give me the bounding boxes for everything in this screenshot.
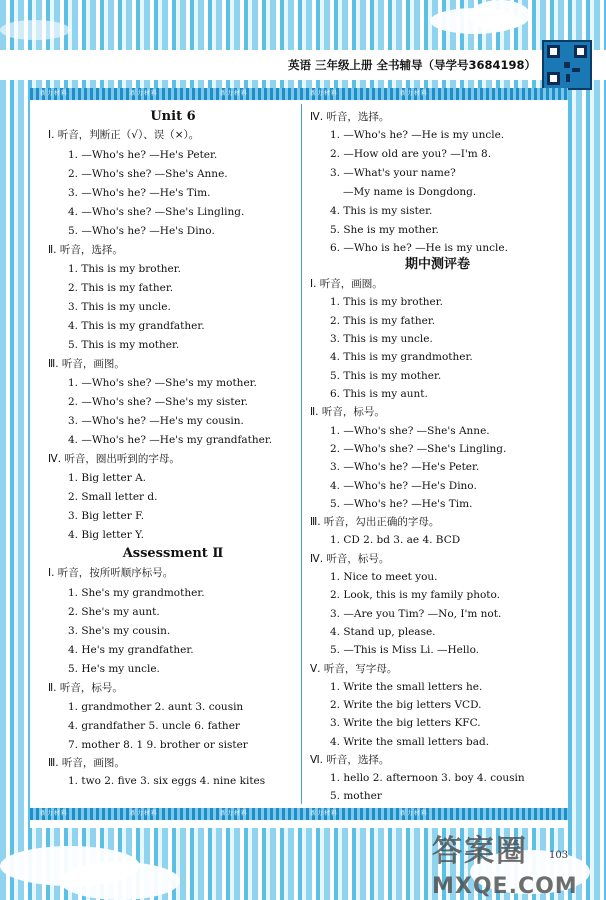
stripe-label: 新力材料 bbox=[310, 810, 339, 817]
question-heading: Ⅳ. 听音，选择。 bbox=[310, 111, 390, 123]
question-heading: Ⅲ. 听音，勾出正确的字母。 bbox=[310, 516, 440, 528]
answer-line: 3. —Are you Tim? —No, I'm not. bbox=[330, 608, 502, 620]
answer-line: 1. Write the small letters he. bbox=[330, 681, 483, 693]
answer-line: 5. This is my mother. bbox=[68, 339, 180, 351]
answer-line: 1. This is my brother. bbox=[68, 263, 181, 275]
question-heading: Ⅳ. 听音，标号。 bbox=[310, 553, 390, 565]
question-heading: Ⅱ. 听音，选择。 bbox=[48, 244, 123, 256]
watermark-url: MXQE.COM bbox=[432, 874, 578, 899]
watermark bbox=[432, 826, 578, 899]
answer-line: 2. Look, this is my family photo. bbox=[330, 589, 500, 601]
answer-line: 4. Stand up, please. bbox=[330, 626, 436, 638]
answer-line: 4. Big letter Y. bbox=[68, 529, 144, 541]
answer-line: 5. —This is Miss Li. —Hello. bbox=[330, 644, 480, 656]
answer-line: 5. He's my uncle. bbox=[68, 663, 160, 675]
answer-line: 4. Write the small letters bad. bbox=[330, 736, 490, 748]
stripe-label: 新力材料 bbox=[220, 810, 249, 817]
answer-line: 1. —Who's he? —He is my uncle. bbox=[330, 129, 505, 141]
section-title: Assessment Ⅱ bbox=[122, 546, 224, 561]
question-heading: Ⅳ. 听音，圈出听到的字母。 bbox=[48, 453, 180, 465]
cloud-decoration bbox=[60, 862, 180, 900]
answer-line: 1. —Who's she? —She's Anne. bbox=[330, 425, 490, 437]
answer-line: 3. —Who's he? —He's Peter. bbox=[330, 461, 480, 473]
stripe-label: 新力材料 bbox=[400, 90, 429, 97]
question-heading: Ⅱ. 听音，标号。 bbox=[48, 682, 123, 694]
top-decorative-stripe bbox=[30, 88, 568, 100]
answer-line: 4. This is my grandfather. bbox=[68, 320, 205, 332]
stripe-label: 新力材料 bbox=[310, 90, 339, 97]
answer-line: 1. She's my grandmother. bbox=[68, 587, 205, 599]
question-heading: Ⅵ. 听音，选择。 bbox=[310, 754, 390, 766]
section-title: Unit 6 bbox=[150, 109, 196, 124]
answer-line: 5. mother bbox=[330, 790, 382, 802]
answer-line: 1. Big letter A. bbox=[68, 472, 146, 484]
answer-line: 1. grandmother 2. aunt 3. cousin bbox=[68, 701, 244, 713]
page-header-title: 英语 三年级上册 全书辅导（导学号3684198） bbox=[287, 58, 536, 72]
question-heading: Ⅲ. 听音，画图。 bbox=[48, 757, 125, 769]
bottom-decorative-stripe bbox=[30, 808, 568, 820]
watermark-logo-text: 答案圈 bbox=[432, 834, 528, 869]
answer-line: 1. two 2. five 3. six eggs 4. nine kites bbox=[68, 775, 266, 787]
page-number: 103 bbox=[549, 850, 569, 861]
answer-line: 6. —Who is he? —He is my uncle. bbox=[330, 242, 508, 254]
answer-line: 4. This is my grandmother. bbox=[330, 351, 473, 363]
answer-line: 2. —Who's she? —She's my sister. bbox=[68, 396, 248, 408]
cloud-decoration bbox=[0, 20, 70, 40]
answer-line: 4. —Who's she? —She's Lingling. bbox=[68, 206, 245, 218]
answer-line: 2. She's my aunt. bbox=[68, 606, 160, 618]
stripe-label: 新力材料 bbox=[40, 90, 69, 97]
answer-line: 4. grandfather 5. uncle 6. father bbox=[68, 720, 240, 732]
answer-line: 1. CD 2. bd 3. ae 4. BCD bbox=[330, 534, 461, 546]
question-heading: Ⅰ. 听音，判断正（√）、误（×）。 bbox=[48, 129, 200, 141]
answer-line: 4. —Who's he? —He's Dino. bbox=[330, 480, 477, 492]
answer-line: 1. Nice to meet you. bbox=[330, 571, 438, 583]
answer-line: 5. —Who's he? —He's Dino. bbox=[68, 225, 215, 237]
answer-line: 2. This is my father. bbox=[68, 282, 174, 294]
stripe-label: 新力材料 bbox=[130, 810, 159, 817]
answer-line: 2. Small letter d. bbox=[68, 491, 158, 503]
answer-line: 4. This is my sister. bbox=[330, 205, 433, 217]
question-heading: Ⅱ. 听音，标号。 bbox=[310, 406, 385, 418]
question-heading: Ⅲ. 听音，画图。 bbox=[48, 358, 125, 370]
question-heading: Ⅰ. 听音，画圈。 bbox=[310, 278, 383, 290]
stripe-label: 新力材料 bbox=[130, 90, 159, 97]
answer-line: 1. This is my brother. bbox=[330, 296, 443, 308]
section-title: 期中测评卷 bbox=[404, 257, 470, 272]
answer-line: 3. —Who's he? —He's my cousin. bbox=[68, 415, 244, 427]
answer-line: 7. mother 8. 1 9. brother or sister bbox=[68, 739, 248, 751]
answer-line: 2. This is my father. bbox=[330, 315, 436, 327]
answer-line: 3. —What's your name? bbox=[330, 167, 456, 179]
answer-line: 2. Write the big letters VCD. bbox=[330, 699, 482, 711]
answer-line: —My name is Dongdong. bbox=[343, 186, 477, 198]
answer-line: 4. He's my grandfather. bbox=[68, 644, 194, 656]
answer-line: 2. —Who's she? —She's Lingling. bbox=[330, 443, 507, 455]
answer-line: 3. This is my uncle. bbox=[68, 301, 171, 313]
answer-line: 5. She is my mother. bbox=[330, 224, 439, 236]
answer-line: 6. This is my aunt. bbox=[330, 388, 428, 400]
answer-line: 3. —Who's he? —He's Tim. bbox=[68, 187, 211, 199]
answer-line: 5. This is my mother. bbox=[330, 370, 442, 382]
qr-code-icon bbox=[542, 40, 592, 90]
answer-line: 3. Big letter F. bbox=[68, 510, 145, 522]
answer-line: 1. —Who's he? —He's Peter. bbox=[68, 149, 218, 161]
answer-line: 1. —Who's she? —She's my mother. bbox=[68, 377, 257, 389]
answer-line: 3. This is my uncle. bbox=[330, 333, 433, 345]
question-heading: Ⅰ. 听音，按所听顺序标号。 bbox=[48, 567, 174, 579]
stripe-label: 新力材料 bbox=[400, 810, 429, 817]
column-divider bbox=[301, 104, 302, 804]
cloud-decoration bbox=[470, 0, 530, 30]
question-heading: Ⅴ. 听音，写字母。 bbox=[310, 663, 398, 675]
answer-line: 3. Write the big letters KFC. bbox=[330, 717, 481, 729]
answer-line: 3. She's my cousin. bbox=[68, 625, 171, 637]
answer-line: 5. —Who's he? —He's Tim. bbox=[330, 498, 473, 510]
answer-line: 4. —Who's he? —He's my grandfather. bbox=[68, 434, 273, 446]
answer-line: 2. —Who's she? —She's Anne. bbox=[68, 168, 228, 180]
stripe-label: 新力材料 bbox=[40, 810, 69, 817]
stripe-label: 新力材料 bbox=[220, 90, 249, 97]
answer-line: 2. —How old are you? —I'm 8. bbox=[330, 148, 492, 160]
answer-line: 1. hello 2. afternoon 3. boy 4. cousin bbox=[330, 772, 525, 784]
